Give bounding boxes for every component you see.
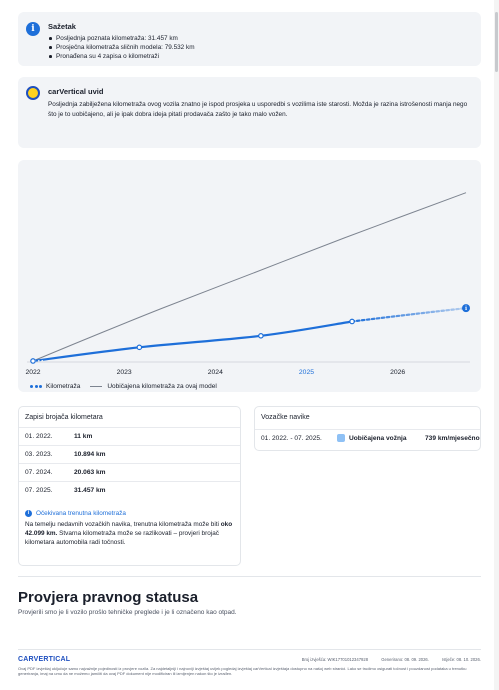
insight-text: Posljednja zabilježena kilometraža ovog vozila znatno je ispod prosjeka u usporedbi s vozilima iste starosti. Možda je razina istrošenosti manja nego što je to uobičajeno, ali je ipak dobra ideja pitati prodavača zašto je tako malo vožen. — [48, 101, 468, 119]
table-row — [19, 427, 240, 445]
summary-title: Sažetak — [48, 22, 76, 31]
legal-status-subtitle: Provjerili smo je li vozilo prošlo tehničke preglede i je li označeno kao otpad. — [18, 609, 237, 616]
mileage-data-point — [137, 345, 141, 349]
habits-table-title: Vozačke navike — [261, 414, 310, 421]
record-date: 01. 2022. — [25, 433, 53, 440]
record-date: 03. 2023. — [25, 451, 53, 458]
x-tick-label: 2026 — [390, 369, 406, 376]
habits-swatch — [337, 434, 345, 442]
expiry-date: Istječe: 08. 10. 2026. — [442, 657, 481, 662]
habits-period: 01. 2022. - 07. 2025. — [261, 435, 322, 442]
expected-text-post: Stvarna kilometraža može se razlikovati – provjeri brojač kilometara automobila radi točnosti. — [25, 530, 219, 547]
mileage-projection-line — [352, 308, 466, 321]
x-tick-label: 2023 — [116, 369, 132, 376]
habits-value: 739 km/mjesečno — [425, 435, 480, 442]
footer-divider — [18, 649, 481, 650]
report-number: Broj izvješća: WIK17701012347928 — [301, 657, 369, 662]
legal-status-title: Provjera pravnog statusa — [18, 589, 199, 606]
mileage-data-point — [31, 359, 35, 363]
insight-title: carVertical uvid — [48, 87, 104, 96]
odometer-records-table — [18, 406, 241, 566]
expected-mileage-text — [25, 520, 235, 548]
expected-mileage-link[interactable] — [25, 510, 126, 517]
footer-meta — [290, 657, 481, 662]
info-icon: i — [26, 22, 40, 36]
x-tick-label: 2022 — [25, 369, 41, 376]
record-km: 11 km — [74, 433, 93, 440]
summary-item: Posljednja poznata kilometraža: 31.457 km — [48, 34, 195, 43]
mileage-data-point — [259, 334, 263, 338]
carvertical-logo: CARVERTICAL — [18, 656, 71, 663]
generated-date: Generirano: 08. 09. 2026. — [381, 657, 429, 662]
info-icon: i — [25, 510, 32, 517]
projection-info-icon: i — [464, 306, 468, 313]
table-row — [19, 463, 240, 481]
record-km: 20.063 km — [74, 469, 106, 476]
record-date: 07. 2024. — [25, 469, 53, 476]
page-scrollbar[interactable] — [494, 0, 499, 690]
record-km: 10.894 km — [74, 451, 106, 458]
table-row — [19, 481, 240, 499]
record-date: 07. 2025. — [25, 487, 53, 494]
legend-dotted-line-icon — [30, 385, 42, 389]
expected-text-pre: Na temelju nedavnih vozačkih navika, trenutna kilometraža može biti — [25, 521, 221, 528]
record-km: 31.457 km — [74, 487, 106, 494]
x-tick-label: 2025 — [298, 369, 315, 376]
driving-habits-table — [254, 406, 481, 451]
expected-mileage-label: Očekivana trenutna kilometraža — [36, 510, 126, 517]
legend-line-icon — [90, 386, 102, 387]
legend-mileage-label: Kilometraža — [46, 383, 81, 390]
odometer-table-title: Zapisi brojača kilometara — [25, 414, 103, 421]
table-row — [19, 445, 240, 463]
x-tick-label: 2024 — [207, 369, 223, 376]
habits-label: Uobičajena vožnja — [349, 435, 407, 442]
chart-legend — [30, 383, 217, 390]
typical-mileage-line — [33, 193, 466, 361]
section-divider — [18, 576, 481, 577]
expected-value: oko 42.099 km. — [25, 521, 233, 538]
summary-item: Prosječna kilometraža sličnih modela: 79.532 km — [48, 43, 195, 52]
legend-typical-label: Uobičajena kilometraža za ovaj model — [107, 383, 217, 390]
scrollbar-thumb[interactable] — [495, 12, 498, 72]
table-row — [255, 429, 481, 447]
summary-item: Pronađena su 4 zapisa o kilometraži — [48, 52, 195, 61]
footer-disclaimer: Ovaj PDF izvještaj uključuje samo najvažnije pojedinosti iz provjere vozila. Za najdetaljniji i najnoviji izvještaj uvijek pogledaj izvještaj carVertical izvještaja dostupno na našoj web stranici. Lako se trudimo osigurati točnost i pouzdanost podataka u trenutku generiranja, imaj na umu da ne možemo jamčiti da ovaj PDF dokument nije modificiran ili izmijenjen nakon što je izrađen. — [18, 666, 467, 677]
mileage-data-point — [350, 319, 354, 323]
